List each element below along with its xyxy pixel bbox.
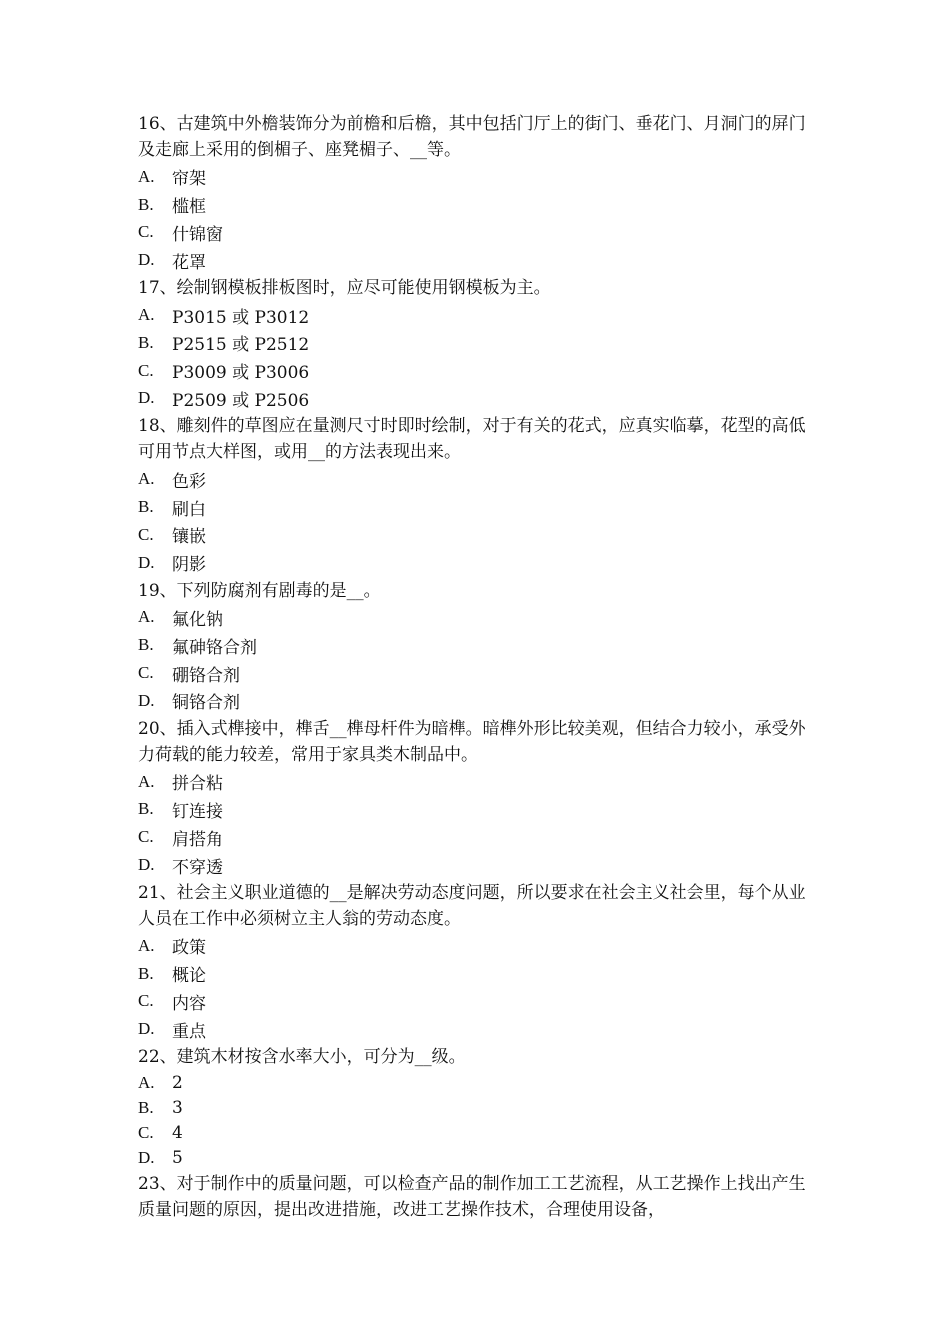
question-22 <box>138 1043 818 1170</box>
option-text: 刷白 <box>172 499 206 520</box>
option-d <box>138 385 818 413</box>
option-c <box>138 357 818 385</box>
option-a <box>138 465 818 493</box>
option-text: 什锦窗 <box>172 224 223 245</box>
option-letter: C. <box>138 663 154 683</box>
option-letter: A. <box>138 166 155 186</box>
question-text: 16、古建筑中外檐装饰分为前檐和后檐，其中包括门厅上的街门、垂花门、月洞门的屏门及走廊上采用的倒楣子、座凳楣子、__等。 <box>138 114 806 160</box>
option-c <box>138 659 818 687</box>
option-b <box>138 1095 818 1120</box>
question-16 <box>138 110 818 274</box>
option-d <box>138 549 818 577</box>
question-17 <box>138 274 818 412</box>
question-20 <box>138 715 818 879</box>
option-letter: C. <box>138 1122 154 1142</box>
option-letter: D. <box>138 1147 155 1167</box>
option-text: 氟砷铬合剂 <box>172 637 257 658</box>
question-19 <box>138 577 818 715</box>
question-text: 19、下列防腐剂有剧毒的是__。 <box>138 580 381 601</box>
question-text: 20、插入式榫接中，榫舌__榫母杆件为暗榫。暗榫外形比较美观，但结合力较小，承受外力荷载的能力较差，常用于家具类木制品中。 <box>138 718 806 765</box>
option-d <box>138 687 818 715</box>
option-letter: C. <box>138 524 154 544</box>
option-a <box>138 163 818 191</box>
option-letter: B. <box>138 497 154 517</box>
option-b <box>138 960 818 988</box>
question-text: 21、社会主义职业道德的__是解决劳动态度问题，所以要求在社会主义社会里，每个从业人员在工作中必须树立主人翁的劳动态度。 <box>138 882 806 929</box>
option-text: 政策 <box>172 938 206 959</box>
option-text: P3015 或 P3012 <box>172 307 310 328</box>
option-text: 硼铬合剂 <box>172 665 240 686</box>
option-text: 铜铬合剂 <box>172 693 240 714</box>
option-letter: C. <box>138 360 154 380</box>
option-c <box>138 219 818 247</box>
option-text: 阴影 <box>172 555 206 576</box>
question-23 <box>138 1170 818 1223</box>
option-text: 不穿透 <box>172 857 223 878</box>
question-text: 17、绘制钢模板排板图时，应尽可能使用钢模板为主。 <box>138 278 551 299</box>
option-a <box>138 1070 818 1095</box>
option-letter: D. <box>138 250 155 270</box>
option-letter: B. <box>138 332 154 352</box>
option-text: 氟化钠 <box>172 609 223 630</box>
option-text: 肩搭角 <box>172 829 223 850</box>
option-text: 色彩 <box>172 471 206 492</box>
option-text: 4 <box>172 1122 183 1143</box>
option-text: 3 <box>172 1097 183 1118</box>
option-text: 花罩 <box>172 252 206 273</box>
option-letter: C. <box>138 222 154 242</box>
question-text: 18、雕刻件的草图应在量测尺寸时即时绘制，对于有关的花式，应真实临摹，花型的高低可用节点大样图，或用__的方法表现出来。 <box>138 416 806 463</box>
option-letter: B. <box>138 799 154 819</box>
option-letter: A. <box>138 935 155 955</box>
option-text: P2515 或 P2512 <box>172 335 310 356</box>
option-a <box>138 301 818 329</box>
option-d <box>138 1015 818 1043</box>
option-letter: D. <box>138 552 155 572</box>
question-text: 23、对于制作中的质量问题，可以检查产品的制作加工工艺流程，从工艺操作上找出产生质量问题的原因，提出改进措施，改进工艺操作技术，合理使用设备， <box>138 1174 806 1221</box>
option-text: 5 <box>172 1147 183 1168</box>
option-a <box>138 768 818 796</box>
option-letter: D. <box>138 690 155 710</box>
option-c <box>138 1120 818 1145</box>
option-letter: A. <box>138 607 155 627</box>
option-letter: A. <box>138 771 155 791</box>
option-letter: D. <box>138 1019 155 1039</box>
option-letter: B. <box>138 963 154 983</box>
option-b <box>138 631 818 659</box>
option-letter: D. <box>138 388 155 408</box>
option-text: 内容 <box>172 993 206 1014</box>
option-text: 拼合粘 <box>172 774 223 795</box>
option-b <box>138 329 818 357</box>
option-letter: B. <box>138 635 154 655</box>
question-text: 22、建筑木材按含水率大小，可分为__级。 <box>138 1047 466 1068</box>
option-c <box>138 988 818 1016</box>
option-b <box>138 191 818 219</box>
option-c <box>138 521 818 549</box>
option-text: 镶嵌 <box>172 527 206 548</box>
option-text: 槛框 <box>172 197 206 218</box>
option-letter: B. <box>138 1097 154 1117</box>
option-letter: C. <box>138 991 154 1011</box>
option-letter: B. <box>138 194 154 214</box>
option-letter: A. <box>138 469 155 489</box>
option-c <box>138 823 818 851</box>
option-text: P3009 或 P3006 <box>172 363 310 384</box>
option-letter: A. <box>138 305 155 325</box>
option-a <box>138 932 818 960</box>
option-letter: D. <box>138 855 155 875</box>
option-text: 重点 <box>172 1021 206 1042</box>
option-b <box>138 796 818 824</box>
option-b <box>138 493 818 521</box>
option-d <box>138 851 818 879</box>
option-letter: C. <box>138 827 154 847</box>
option-a <box>138 604 818 632</box>
option-text: P2509 或 P2506 <box>172 390 310 411</box>
option-d <box>138 246 818 274</box>
document-page <box>138 110 818 1223</box>
question-21 <box>138 879 818 1043</box>
option-letter: A. <box>138 1072 155 1092</box>
question-18 <box>138 412 818 576</box>
option-text: 钉连接 <box>172 801 223 822</box>
option-text: 2 <box>172 1072 183 1093</box>
option-d <box>138 1145 818 1170</box>
option-text: 概论 <box>172 966 206 987</box>
option-text: 帘架 <box>172 169 206 190</box>
